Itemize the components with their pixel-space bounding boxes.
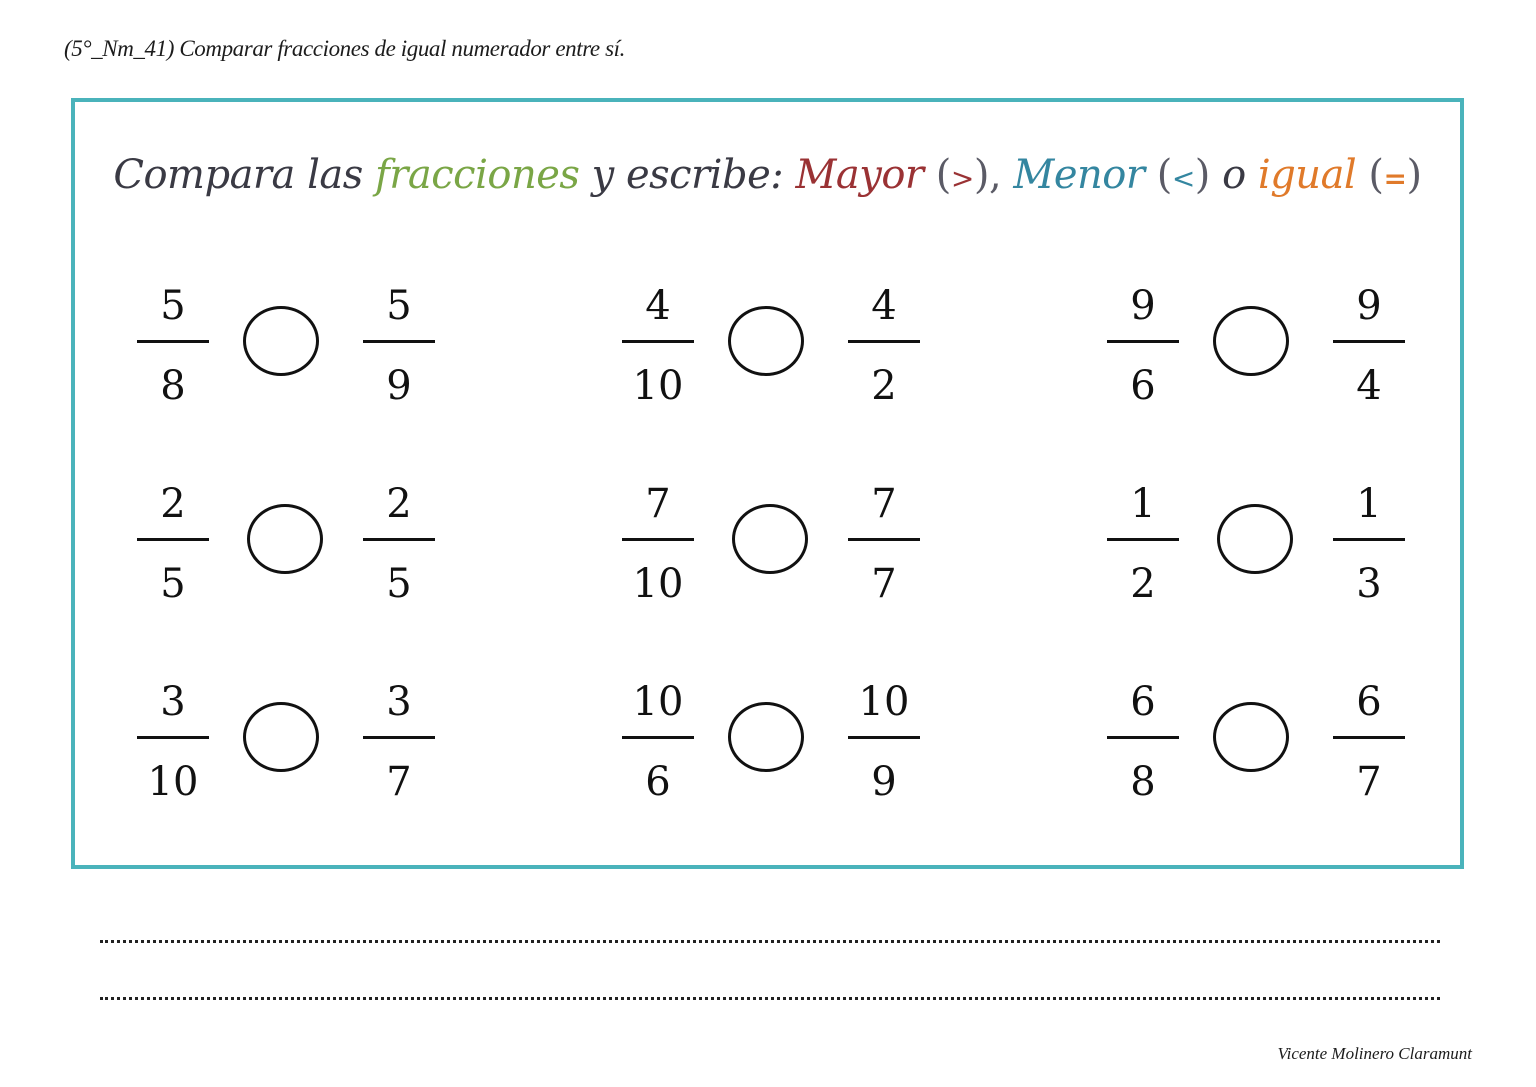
instruction-connector: o xyxy=(1209,152,1258,198)
instruction-fracciones: fracciones xyxy=(375,152,580,198)
fraction-bar xyxy=(622,538,694,541)
fraction-left xyxy=(622,468,694,608)
fraction-bar xyxy=(1107,736,1179,739)
fraction-bar xyxy=(1107,340,1179,343)
instruction-text-2: y escribe: xyxy=(579,152,796,198)
fraction-right xyxy=(363,666,435,806)
numerator: 5 xyxy=(386,283,412,329)
exercise-2 xyxy=(622,270,922,410)
numerator: 7 xyxy=(645,481,671,527)
numerator: 6 xyxy=(1356,679,1382,725)
denominator: 7 xyxy=(1356,759,1382,805)
author-credit: Vicente Molinero Claramunt xyxy=(1277,1044,1472,1063)
fraction-bar xyxy=(622,736,694,739)
fraction-bar xyxy=(137,736,209,739)
denominator: 9 xyxy=(871,759,897,805)
answer-circle[interactable] xyxy=(247,504,323,574)
fraction-bar xyxy=(622,340,694,343)
answer-circle[interactable] xyxy=(732,504,808,574)
denominator: 5 xyxy=(386,561,412,607)
writing-line-1[interactable] xyxy=(100,940,1440,943)
instruction-menor: Menor xyxy=(1013,152,1145,198)
fraction-bar xyxy=(1107,538,1179,541)
answer-circle[interactable] xyxy=(1213,306,1289,376)
denominator: 10 xyxy=(632,561,684,607)
fraction-left xyxy=(622,666,694,806)
numerator: 10 xyxy=(632,679,684,725)
instruction-mayor: Mayor xyxy=(795,152,924,198)
denominator: 4 xyxy=(1356,363,1382,409)
denominator: 7 xyxy=(386,759,412,805)
exercise-3 xyxy=(1107,270,1407,410)
paren-close: ), xyxy=(973,152,1002,198)
fraction-right xyxy=(848,468,920,608)
exercise-grid xyxy=(75,102,1460,865)
fraction-left xyxy=(622,270,694,410)
numerator: 7 xyxy=(871,481,897,527)
fraction-bar xyxy=(1333,736,1405,739)
numerator: 4 xyxy=(871,283,897,329)
greater-than-symbol: > xyxy=(950,162,974,195)
equals-symbol: = xyxy=(1383,162,1407,195)
numerator: 2 xyxy=(160,481,186,527)
numerator: 6 xyxy=(1130,679,1156,725)
numerator: 1 xyxy=(1356,481,1382,527)
fraction-right xyxy=(1333,270,1405,410)
fraction-bar xyxy=(363,538,435,541)
answer-circle[interactable] xyxy=(728,702,804,772)
denominator: 7 xyxy=(871,561,897,607)
denominator: 10 xyxy=(147,759,199,805)
denominator: 9 xyxy=(386,363,412,409)
numerator: 4 xyxy=(645,283,671,329)
denominator: 10 xyxy=(632,363,684,409)
fraction-left xyxy=(1107,468,1179,608)
exercise-4 xyxy=(137,468,437,608)
fraction-bar xyxy=(1333,340,1405,343)
exercise-6 xyxy=(1107,468,1407,608)
numerator: 1 xyxy=(1130,481,1156,527)
paren-open: ( xyxy=(1144,152,1172,198)
instruction-text-1: Compara las xyxy=(113,152,375,198)
denominator: 8 xyxy=(160,363,186,409)
fraction-right xyxy=(1333,468,1405,608)
fraction-right xyxy=(848,270,920,410)
exercise-8 xyxy=(622,666,922,806)
paren-open: ( xyxy=(923,152,951,198)
exercise-1 xyxy=(137,270,437,410)
fraction-left xyxy=(137,270,209,410)
fraction-bar xyxy=(1333,538,1405,541)
numerator: 9 xyxy=(1356,283,1382,329)
denominator: 2 xyxy=(871,363,897,409)
paren-close: ) xyxy=(1406,152,1422,198)
denominator: 5 xyxy=(160,561,186,607)
less-than-symbol: < xyxy=(1171,162,1195,195)
answer-circle[interactable] xyxy=(243,702,319,772)
numerator: 10 xyxy=(858,679,910,725)
fraction-left xyxy=(1107,666,1179,806)
numerator: 5 xyxy=(160,283,186,329)
numerator: 2 xyxy=(386,481,412,527)
denominator: 6 xyxy=(1130,363,1156,409)
fraction-right xyxy=(363,468,435,608)
numerator: 3 xyxy=(386,679,412,725)
denominator: 3 xyxy=(1356,561,1382,607)
denominator: 8 xyxy=(1130,759,1156,805)
fraction-bar xyxy=(848,538,920,541)
writing-line-2[interactable] xyxy=(100,997,1440,1000)
answer-circle[interactable] xyxy=(1217,504,1293,574)
denominator: 6 xyxy=(645,759,671,805)
worksheet-header: (5°_Nm_41) Comparar fracciones de igual numerador entre sí. xyxy=(64,36,625,61)
fraction-bar xyxy=(363,736,435,739)
fraction-bar xyxy=(848,340,920,343)
numerator: 3 xyxy=(160,679,186,725)
fraction-right xyxy=(363,270,435,410)
exercise-frame xyxy=(71,98,1464,869)
answer-circle[interactable] xyxy=(728,306,804,376)
paren-open: ( xyxy=(1356,152,1384,198)
answer-circle[interactable] xyxy=(243,306,319,376)
fraction-bar xyxy=(137,340,209,343)
fraction-bar xyxy=(848,736,920,739)
fraction-bar xyxy=(137,538,209,541)
fraction-left xyxy=(137,468,209,608)
fraction-bar xyxy=(363,340,435,343)
exercise-5 xyxy=(622,468,922,608)
numerator: 9 xyxy=(1130,283,1156,329)
fraction-right xyxy=(1333,666,1405,806)
paren-close: ) xyxy=(1194,152,1210,198)
fraction-left xyxy=(1107,270,1179,410)
denominator: 2 xyxy=(1130,561,1156,607)
exercise-7 xyxy=(137,666,437,806)
fraction-left xyxy=(137,666,209,806)
answer-circle[interactable] xyxy=(1213,702,1289,772)
exercise-9 xyxy=(1107,666,1407,806)
instruction-igual: igual xyxy=(1257,152,1357,198)
fraction-right xyxy=(848,666,920,806)
